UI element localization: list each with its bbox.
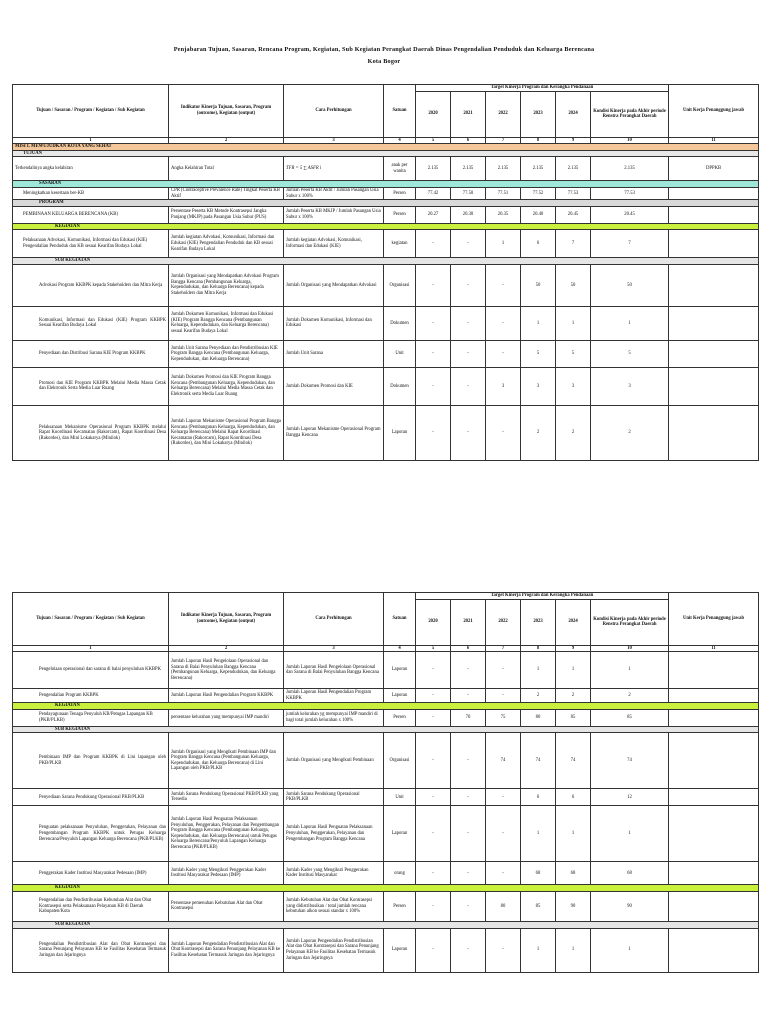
row-value: 1 xyxy=(591,806,669,862)
row-satuan: Laporan xyxy=(384,928,416,972)
row-satuan: Laporan xyxy=(384,652,416,689)
row-value: 12 xyxy=(591,789,669,806)
col-number: 10 xyxy=(591,137,669,144)
row-cara: Jumlah Laporan Hasil Pengelolaan Operasional dan Sarana di Balai Penyuluhan Bangga Kencana xyxy=(284,652,384,689)
row-indikator: Angka Kelahiran Total xyxy=(169,157,284,181)
header-year: 2020 xyxy=(416,91,451,137)
header-year: 2024 xyxy=(556,599,591,645)
row-value: - xyxy=(451,806,486,862)
row-value: - xyxy=(416,405,451,460)
row-cara: Jumlah Unit Sarana xyxy=(284,340,384,367)
row-indikator: Jumlah Organisasi yang Mendapatkan Advokasi Program Bangga Kencana (Pembangunan Keluarga, Kependudukan, dan Keluarga Berencana) kepada Stakeholders dan Mitra Kerja xyxy=(169,264,284,306)
row-value: - xyxy=(451,891,486,921)
col-number: 9 xyxy=(556,645,591,652)
sasaran-row xyxy=(13,187,759,199)
row-value: - xyxy=(416,789,451,806)
row-value: - xyxy=(451,340,486,367)
tujuan-label: TUJUAN xyxy=(13,150,759,157)
row-value: 2.135 xyxy=(451,157,486,181)
col-number: 6 xyxy=(451,645,486,652)
col-number: 10 xyxy=(591,645,669,652)
row-cara-formula: TFR = 5 ∑ ASFR i xyxy=(284,157,384,181)
row-value: 2.135 xyxy=(521,157,556,181)
row-cara: Jumlah Sarana Pendukung Operasional PKB/PLKB xyxy=(284,789,384,806)
row-value: 77.42 xyxy=(416,187,451,199)
header-year: 2023 xyxy=(521,599,556,645)
row-value: 90 xyxy=(556,891,591,921)
row-indikator: Jumlah Laporan Pengendalian Pendistribusian Alat dan Obat Kontrasepsi dan Sarana Penunjang Pelayanan KB ke Fasilitas Kesehatan Termasuk Jaringan dan Jejaringnya xyxy=(169,928,284,972)
row-satuan: Persen xyxy=(384,206,416,223)
row-value: 77.52 xyxy=(521,187,556,199)
header-year: 2021 xyxy=(451,599,486,645)
row-value: - xyxy=(416,891,451,921)
row-unit xyxy=(669,689,759,703)
row-value: - xyxy=(486,264,521,306)
row-value: 74 xyxy=(556,733,591,789)
row-value: 77.53 xyxy=(591,187,669,199)
row-value: 77.51 xyxy=(486,187,521,199)
row-satuan: Laporan xyxy=(384,806,416,862)
misi-row: MISI I. MEWUJUDKAN KOTA YANG SEHAT xyxy=(13,144,759,151)
row-cara: Jumlah Organisasi yang Mengikuti Pembinaan xyxy=(284,733,384,789)
row-value: 2 xyxy=(591,689,669,703)
row-value: - xyxy=(451,230,486,258)
table-row xyxy=(13,789,759,806)
row-value: 5 xyxy=(591,340,669,367)
col-number: 2 xyxy=(169,137,284,144)
row-value: 70 xyxy=(451,709,486,726)
sasaran-label: SASARAN xyxy=(13,181,759,188)
row-value: 2 xyxy=(556,689,591,703)
row-name: Pendayagunaan Tenaga Penyuluh KB/Petugas Lapangan KB (PKB/PLKB) xyxy=(13,709,169,726)
header-satuan: Satuan xyxy=(384,85,416,138)
row-indikator: Jumlah Kader yang Mengikuti Penggerakan Kader Institusi Masyarakat Pedesaan (IMP) xyxy=(169,862,284,885)
title-line-1: Penjabaran Tujuan, Sasaran, Rencana Program, Kegiatan, Sub Kegiatan Perangkat Daerah Dinas Pengendalian Penduduk dan Keluarga Berencana xyxy=(173,46,595,53)
row-unit xyxy=(669,652,759,689)
row-value: - xyxy=(416,340,451,367)
row-cara: Jumlah Laporan Mekanisme Operasional Program Bangga Kencana xyxy=(284,405,384,460)
row-satuan: kegiatan xyxy=(384,230,416,258)
row-value: 2 xyxy=(556,405,591,460)
row-value: 20.30 xyxy=(451,206,486,223)
row-value: 68 xyxy=(556,862,591,885)
table-row xyxy=(13,709,759,726)
row-value: - xyxy=(486,306,521,340)
row-value: - xyxy=(416,862,451,885)
row-value: 20.40 xyxy=(521,206,556,223)
row-value: 50 xyxy=(591,264,669,306)
header-tujuan: Tujuan / Sasaran / Program / Kegiatan / Sub Kegiatan xyxy=(13,85,169,138)
row-value: 3 xyxy=(521,367,556,405)
row-satuan: anak per wanita xyxy=(384,157,416,181)
row-value: 74 xyxy=(521,733,556,789)
row-unit xyxy=(669,709,759,726)
row-name: Terkendalinya angka kelahiran xyxy=(13,157,169,181)
row-value: 2.135 xyxy=(486,157,521,181)
row-unit xyxy=(669,806,759,862)
col-number: 3 xyxy=(284,645,384,652)
header-unit: Unit Kerja Penanggung jawab xyxy=(669,593,759,646)
row-value: 2 xyxy=(521,689,556,703)
header-year: 2022 xyxy=(486,599,521,645)
col-number: 9 xyxy=(556,137,591,144)
row-value: - xyxy=(451,733,486,789)
row-indikator: Jumlah kegiatan Advokasi, Komunikasi, Informasi dan Edukasi (KIE) Pengendalian Penduduk dan KB sesuai Kearifan Budaya Lokal xyxy=(169,230,284,258)
kegiatan-label: KEGIATAN xyxy=(13,223,759,230)
row-unit xyxy=(669,928,759,972)
row-value: 5 xyxy=(521,340,556,367)
row-unit xyxy=(669,306,759,340)
header-year: 2023 xyxy=(521,91,556,137)
row-unit xyxy=(669,733,759,789)
row-cara: Jumlah Kebutuhan Alat dan Obat Kontrasepsi yang didistribusikan / total jumlah rencana kebutuhan alkon sesuai standar x 100% xyxy=(284,891,384,921)
row-name: Promosi dan KIE Program KKBPK Melalui Media Massa Cetak dan Elektronik Serta Media Luar Ruang xyxy=(13,367,169,405)
kegiatan-label: KEGIATAN xyxy=(13,703,759,710)
row-value: 50 xyxy=(556,264,591,306)
row-indikator: Jumlah Dokumen Komunikasi, Informasi dan Edukasi (KIE) Program Bangga Kencana (Pembangunan Keluarga, Kependudukan, dan Keluarga Berencana) sesuai Kearifan Budaya Lokal xyxy=(169,306,284,340)
header-year: 2024 xyxy=(556,91,591,137)
row-value: 68 xyxy=(521,862,556,885)
row-indikator: Jumlah Sarana Pendukung Operasional PKB/PLKB yang Tersedia xyxy=(169,789,284,806)
row-satuan: Dokumen xyxy=(384,306,416,340)
row-value: 85 xyxy=(556,709,591,726)
row-value: - xyxy=(451,367,486,405)
table-row xyxy=(13,862,759,885)
row-indikator: Persentase pemenuhan Kebutuhan Alat dan Obat Kontrasepsi xyxy=(169,891,284,921)
row-value: 90 xyxy=(591,891,669,921)
row-value: 7 xyxy=(591,230,669,258)
document-title xyxy=(40,44,728,68)
row-satuan: Unit xyxy=(384,789,416,806)
row-value: 74 xyxy=(591,733,669,789)
row-value: - xyxy=(451,862,486,885)
row-cara: Jumlah Laporan Hasil Penguatan Pelaksanaan Penyuluhan, Penggerakan, Pelayanan dan Pengembangan Program Bangga Kencana xyxy=(284,806,384,862)
table-row xyxy=(13,733,759,789)
row-name: Pelaksanaan Advokasi, Komunikasi, Informasi dan Edukasi (KIE) Pengendalian Penduduk dan KB sesuai Kearifan Budaya Lokal xyxy=(13,230,169,258)
col-number: 6 xyxy=(451,137,486,144)
row-cara: Jumlah Kader yang Mengikuti Penggerakan Kader Institusi Masyarakat xyxy=(284,862,384,885)
row-unit xyxy=(669,340,759,367)
col-number: 3 xyxy=(284,137,384,144)
col-number: 8 xyxy=(521,645,556,652)
row-unit xyxy=(669,862,759,885)
row-unit xyxy=(669,405,759,460)
row-value: - xyxy=(416,264,451,306)
row-value: - xyxy=(451,306,486,340)
header-year: 2021 xyxy=(451,91,486,137)
row-value: 75 xyxy=(486,709,521,726)
row-value: 20.45 xyxy=(591,206,669,223)
row-satuan: Dokumen xyxy=(384,367,416,405)
row-name: PEMBINAAN KELUARGA BERENCANA (KB) xyxy=(13,206,169,223)
row-cara: jumlah kelurahan yg mempunyai IMP mandiri di bagi total jumlah kelurahan x 100% xyxy=(284,709,384,726)
table-row xyxy=(13,340,759,367)
row-satuan: Laporan xyxy=(384,405,416,460)
row-satuan: Organisasi xyxy=(384,733,416,789)
table-row xyxy=(13,806,759,862)
row-value: 1 xyxy=(486,230,521,258)
header-cara: Cara Perhitungan xyxy=(284,593,384,646)
row-satuan: Persen xyxy=(384,187,416,199)
header-kondisi: Kondisi Kinerja pada Akhir periode Renstra Perangkat Daerah xyxy=(591,91,669,137)
row-cara: Jumlah Laporan Pengendalian Pendistribusian Alat dan Obat Kontrasepsi dan Sarana Penunjang Pelayanan KB ke Fasilitas Kesehatan Termasuk Jaringan dan Jejaringnya xyxy=(284,928,384,972)
col-number: 7 xyxy=(486,137,521,144)
row-name: Komunikasi, Informasi dan Edukasi (KIE) Program KKBPK Sesuai Kearifan Budaya Lokal xyxy=(13,306,169,340)
row-unit: DPPKB xyxy=(669,157,759,181)
row-indikator: Jumlah Dokumen Promosi dan KIE Program Bangga Kencana (Pembangunan Keluarga, Kependudukan, dan Keluarga Berencana) Melalui Media Massa Cetak dan Elektronik serta Media Luar Ruang xyxy=(169,367,284,405)
header-kondisi: Kondisi Kinerja pada Akhir periode Renstra Perangkat Daerah xyxy=(591,599,669,645)
row-value: 20.35 xyxy=(486,206,521,223)
program-label: PROGRAM xyxy=(13,200,759,207)
row-cara: Jumlah kegiatan Advokasi, Komunikasi, Informasi dan Edukasi (KIE) xyxy=(284,230,384,258)
row-value: - xyxy=(451,789,486,806)
header-cara: Cara Perhitungan xyxy=(284,85,384,138)
table-row xyxy=(13,652,759,689)
row-indikator: CPR (Contraceptive Prevalence Rate) Tingkat Peserta KB Aktif xyxy=(169,187,284,199)
row-value: - xyxy=(451,689,486,703)
header-indikator: Indikator Kinerja Tujuan, Sasaran, Program (outcome), Kegiatan (output) xyxy=(169,85,284,138)
row-value: - xyxy=(451,652,486,689)
row-cara: Jumlah Organisasi yang Mendapatkan Advokasi xyxy=(284,264,384,306)
row-indikator: Persentase Peserta KB Metode Kontrasepsi Jangka Panjang (MKJP) pada Pasangan Usia Subur (PUS) xyxy=(169,206,284,223)
row-name: Pelaksanaan Mekanisme Operasional Program KKBPK melalui Rapat Koordinasi Kecamatan (Rakorcam), Rapat Koordinasi Desa (Rakordes), dan Mini Lokakarya (Minilok) xyxy=(13,405,169,460)
header-unit: Unit Kerja Penanggung jawab xyxy=(669,85,759,138)
col-number: 11 xyxy=(669,137,759,144)
row-value: 1 xyxy=(521,306,556,340)
row-value: - xyxy=(486,928,521,972)
tujuan-row xyxy=(13,157,759,181)
row-value: 80 xyxy=(486,891,521,921)
col-number: 4 xyxy=(384,137,416,144)
row-value: 6 xyxy=(521,789,556,806)
row-value: 6 xyxy=(556,789,591,806)
header-year: 2022 xyxy=(486,91,521,137)
row-indikator: persentase kelurahan yang mempunyai IMP mandiri xyxy=(169,709,284,726)
col-number: 1 xyxy=(13,137,169,144)
row-name: Meningkatkan kesertaan ber-KB xyxy=(13,187,169,199)
row-name: Pengelolaan operasional dan sarana di balai penyuluhan KKBPK xyxy=(13,652,169,689)
row-unit xyxy=(669,789,759,806)
row-name: Pembinaan IMP dan Program KKBPK di Lini lapangan oleh PKB/PLKB xyxy=(13,733,169,789)
row-value: 1 xyxy=(521,928,556,972)
table-row xyxy=(13,264,759,306)
row-value: 7 xyxy=(556,230,591,258)
col-number: 7 xyxy=(486,645,521,652)
renstra-table-1 xyxy=(12,84,759,461)
col-number: 5 xyxy=(416,645,451,652)
row-name: Pengendalian Program KKBPK xyxy=(13,689,169,703)
row-value: 3 xyxy=(591,367,669,405)
row-value: 20.27 xyxy=(416,206,451,223)
title-line-2: Kota Bogor xyxy=(367,58,401,65)
row-value: - xyxy=(486,405,521,460)
row-value: 3 xyxy=(486,367,521,405)
row-value: 5 xyxy=(556,340,591,367)
table-row xyxy=(13,367,759,405)
row-value: - xyxy=(451,264,486,306)
row-satuan: Unit xyxy=(384,340,416,367)
row-value: - xyxy=(416,652,451,689)
row-value: 85 xyxy=(591,709,669,726)
row-indikator: Jumlah Laporan Hasil Pengendalian Program KKBPK xyxy=(169,689,284,703)
row-value: 2 xyxy=(521,405,556,460)
row-satuan: Organisasi xyxy=(384,264,416,306)
row-cara: Jumlah Peserta KB Aktif / Jumlah Pasangan Usia Subur x 100% xyxy=(284,187,384,199)
row-value: 1 xyxy=(556,306,591,340)
row-name: Penguatan pelaksanaan Penyuluhan, Penggerakan, Pelayanan dan Pengembangan Program KKBPK untuk Petugas Keluarga Berencana/Penyuluh Lapangan Keluarga Berencana (PKB/PLKB) xyxy=(13,806,169,862)
row-name: Penyediaan Sarana Pendukung Operasional PKB/PLKB xyxy=(13,789,169,806)
row-value: 1 xyxy=(591,306,669,340)
row-value: 74 xyxy=(486,733,521,789)
row-value: - xyxy=(486,652,521,689)
row-value: 77.53 xyxy=(556,187,591,199)
row-name: Penggerakan Kader Institusi Masyarakat Pedesaan (IMP) xyxy=(13,862,169,885)
row-value: - xyxy=(451,405,486,460)
row-unit xyxy=(669,264,759,306)
row-value: - xyxy=(416,709,451,726)
row-cara: Jumlah Laporan Hasil Pengendalian Program KKBPK xyxy=(284,689,384,703)
row-indikator: Jumlah Organisasi yang Mengikuti Pembinaan IMP dan Program Bangga Kencana (Pembangunan Keluarga, Kependudukan, dan Keluarga Berencana) di Lini Lapangan oleh PKB/PLKB xyxy=(169,733,284,789)
row-unit xyxy=(669,891,759,921)
row-value: - xyxy=(416,928,451,972)
row-satuan: orang xyxy=(384,862,416,885)
table-row xyxy=(13,405,759,460)
row-name: Advokasi Program KKBPK kepada Stakeholders dan Mitra Kerja xyxy=(13,264,169,306)
row-satuan: Persen xyxy=(384,891,416,921)
row-value: 2.135 xyxy=(591,157,669,181)
col-number: 5 xyxy=(416,137,451,144)
col-number: 4 xyxy=(384,645,416,652)
row-value: 1 xyxy=(591,652,669,689)
row-value: 2 xyxy=(591,405,669,460)
header-target-group: Target Kinerja Program dan Kerangka Pendanaan xyxy=(416,85,669,92)
row-value: - xyxy=(416,689,451,703)
row-value: 80 xyxy=(521,709,556,726)
row-value: 50 xyxy=(521,264,556,306)
table-row xyxy=(13,891,759,921)
row-value: 85 xyxy=(521,891,556,921)
row-value: 1 xyxy=(521,806,556,862)
row-value: - xyxy=(486,789,521,806)
table-row xyxy=(13,689,759,703)
kegiatan-row xyxy=(13,230,759,258)
program-row xyxy=(13,206,759,223)
row-cara: Jumlah Dokumen Promosi dan KIE xyxy=(284,367,384,405)
col-number: 8 xyxy=(521,137,556,144)
header-indikator: Indikator Kinerja Tujuan, Sasaran, Program (outcome), Kegiatan (output) xyxy=(169,593,284,646)
row-satuan: Laporan xyxy=(384,689,416,703)
col-number: 1 xyxy=(13,645,169,652)
row-value: - xyxy=(486,806,521,862)
row-value: 1 xyxy=(556,928,591,972)
row-cara: Jumlah Dokumen Komunikasi, Informasi dan Edukasi xyxy=(284,306,384,340)
row-value: 1 xyxy=(556,652,591,689)
table-row xyxy=(13,306,759,340)
row-indikator: Jumlah Laporan Hasil Penguatan Pelaksanaan Penyuluhan, Penggerakan, Pelayanan dan Pengembangan Program Bangga Kencana (Pembangunan Keluarga, Kependudukan, dan Keluarga Berencana) untuk Petugas Keluarga Berencana/Penyuluh Lapangan Keluarga Berencana (PKB/PLKB) xyxy=(169,806,284,862)
row-value: - xyxy=(416,733,451,789)
col-number: 11 xyxy=(669,645,759,652)
row-indikator: Jumlah Laporan Mekanisme Operasional Program Bangga Kencana (Pembangunan Keluarga, Kependudukan, dan Keluarga Berencana) Melalui Rapat Koordinasi Kecamatan (Rakorcam), Rapat Koordinasi Desa (Rakordes), dan Mini Lokakarya (Minilok) xyxy=(169,405,284,460)
renstra-table-2 xyxy=(12,592,759,973)
sub-kegiatan-label: SUB KEGIATAN xyxy=(13,921,759,928)
row-name: Pengendalian dan Pendistribusian Kebutuhan Alat dan Obat Kontrasepsi serta Pelaksanaan Pelayanan KB di Daerah Kabupaten/Kota xyxy=(13,891,169,921)
row-value: 77.50 xyxy=(451,187,486,199)
row-cara: Jumlah Peserta KB MKJP / Jumlah Pasangan Usia Subur x 100% xyxy=(284,206,384,223)
row-indikator: Jumlah Laporan Hasil Pengelolaan Operasional dan Sarana di Balai Penyuluhan Bangga Kencana (Pembangunan Keluarga, Kependudukan, dan Keluarga Berencana) xyxy=(169,652,284,689)
sub-kegiatan-label: SUB KEGIATAN xyxy=(13,726,759,733)
row-value: - xyxy=(451,928,486,972)
table-row xyxy=(13,928,759,972)
row-value: - xyxy=(486,862,521,885)
row-value: - xyxy=(416,367,451,405)
row-value: 1 xyxy=(591,928,669,972)
header-tujuan: Tujuan / Sasaran / Program / Kegiatan / Sub Kegiatan xyxy=(13,593,169,646)
row-value: 2.135 xyxy=(416,157,451,181)
row-value: 68 xyxy=(591,862,669,885)
kegiatan-label: KEGIATAN xyxy=(13,885,759,892)
row-value: 6 xyxy=(521,230,556,258)
sub-kegiatan-label: SUB KEGIATAN xyxy=(13,258,759,265)
row-value: 2.135 xyxy=(556,157,591,181)
row-value: - xyxy=(486,689,521,703)
row-value: - xyxy=(416,806,451,862)
row-value: - xyxy=(416,306,451,340)
row-indikator: Jumlah Unit Sarana Penyediaan dan Pendistribusian KIE Program Bangga Kencana (Pembangunan Keluarga, Kependudukan, dan Keluarga Berencana) xyxy=(169,340,284,367)
row-satuan: Persen xyxy=(384,709,416,726)
row-value: 1 xyxy=(521,652,556,689)
row-name: Pengendalian Pendistribusian Alat dan Obat Kontrasepsi dan Sarana Penunjang Pelayanan KB ke Fasilitas Kesehatan Termasuk Jaringan dan Jejaringnya xyxy=(13,928,169,972)
row-name: Penyediaan dan Distribusi Sarana KIE Program KKBPK xyxy=(13,340,169,367)
row-value: - xyxy=(416,230,451,258)
col-number: 2 xyxy=(169,645,284,652)
header-year: 2020 xyxy=(416,599,451,645)
row-value: 3 xyxy=(556,367,591,405)
row-value: 20.45 xyxy=(556,206,591,223)
row-unit xyxy=(669,367,759,405)
header-satuan: Satuan xyxy=(384,593,416,646)
row-value: - xyxy=(486,340,521,367)
header-target-group: Target Kinerja Program dan Kerangka Pendanaan xyxy=(416,593,669,600)
row-value: 1 xyxy=(556,806,591,862)
